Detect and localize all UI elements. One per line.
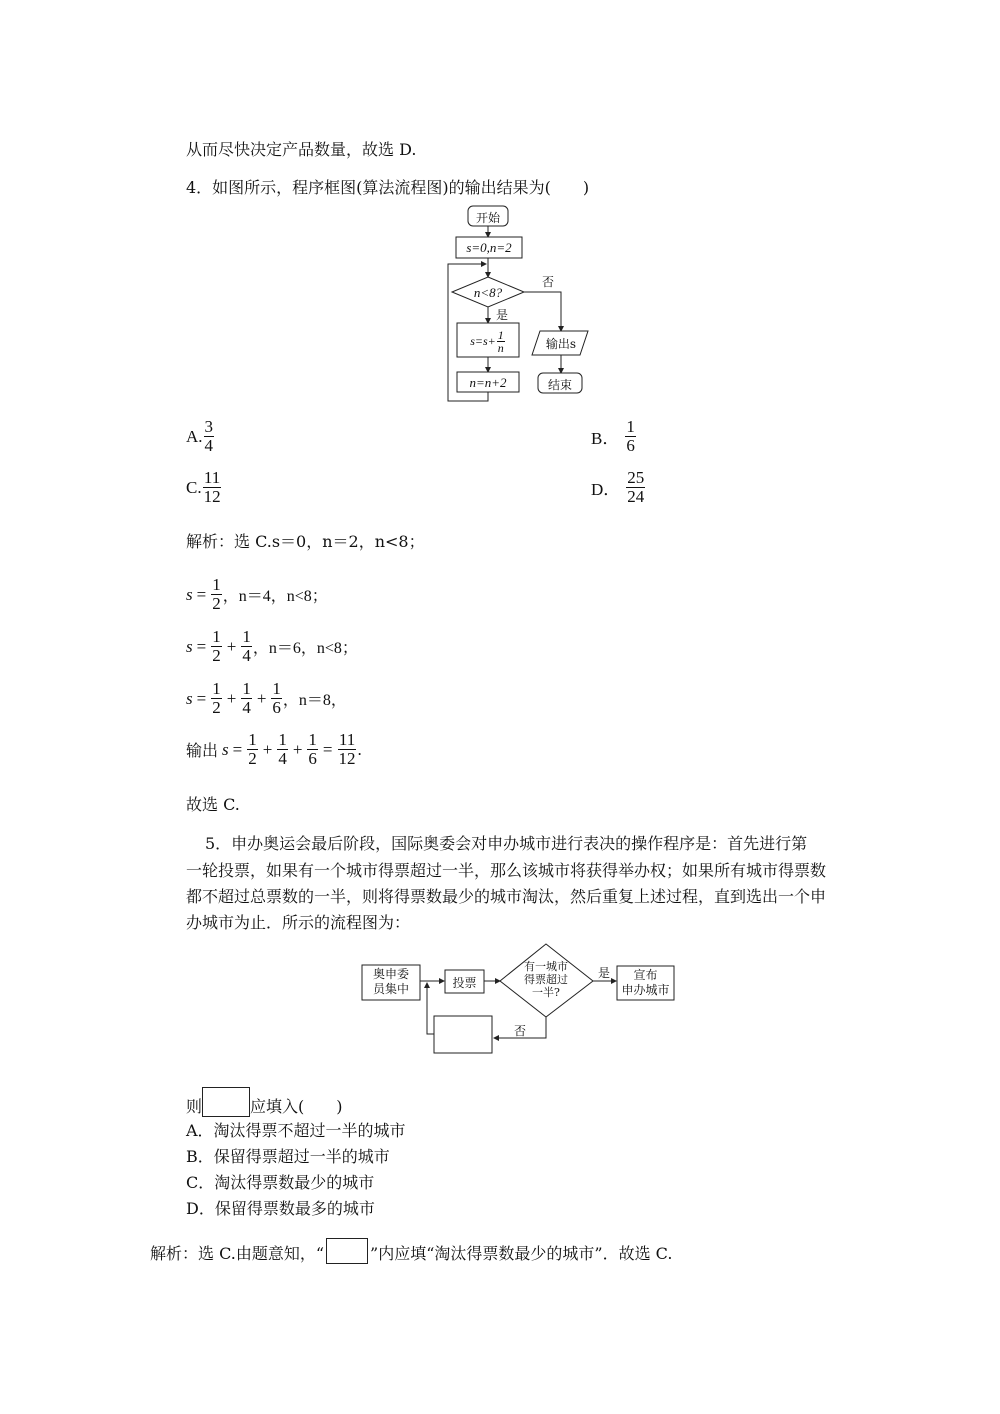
fc4-frac-den: n	[497, 340, 504, 355]
frac-den: 6	[626, 436, 635, 455]
q5-stem-line4: 办城市为止．所示的流程图为：	[186, 913, 411, 932]
q5-solution	[150, 1238, 672, 1264]
fill-prefix: 则	[186, 1097, 203, 1116]
fc5-condition	[506, 960, 586, 999]
fc4-update-s-prefix: s=s+	[470, 333, 496, 348]
fc5-yes-label: 是	[597, 966, 610, 980]
announce-line1: 宣布	[633, 968, 658, 982]
option-d-label: D．	[591, 480, 621, 499]
fc5-no-label: 否	[513, 1024, 526, 1038]
frac-num: 3	[204, 417, 214, 436]
frac-den: 24	[627, 487, 645, 506]
q5-option-b: B．保留得票超过一半的城市	[186, 1147, 390, 1166]
q5-stem-line3: 都不超过总票数的一半，则将得票数最少的城市淘汰，然后重复上述过程，直到选出一个申	[186, 887, 827, 906]
solution-blank-box	[326, 1238, 368, 1264]
fc5-vote: 投票	[452, 976, 477, 990]
option-b-label: B．	[591, 429, 620, 448]
q4-solution-line1: 解析：选 C.s＝0，n＝2，n<8；	[186, 532, 425, 551]
fc4-yes-label: 是	[495, 308, 508, 322]
frac-num: 25	[627, 468, 645, 487]
line2-tail: ，n＝4，n<8；	[222, 588, 328, 605]
q4-solution-line3: s = $\frac{1}{2}$ + $\frac{1}{4}$ ，n＝6，n<8；	[186, 627, 358, 665]
fc4-start: 开始	[475, 211, 500, 225]
q5-option-a: A．淘汰得票不超过一半的城市	[186, 1121, 406, 1140]
fc4-output: 输出s	[545, 337, 577, 351]
fc5-committee	[362, 967, 420, 997]
result-den: 12	[338, 749, 356, 768]
option-a-label: A.	[186, 426, 203, 446]
fc4-no-label: 否	[541, 275, 554, 289]
q5-fill-line	[186, 1087, 343, 1117]
committee-line2: 员集中	[372, 982, 409, 996]
fc4-end: 结束	[547, 378, 572, 392]
fc4-init: s=0,n=2	[466, 240, 512, 255]
blank-process-box	[434, 1016, 492, 1053]
committee-line1: 奥申委	[372, 967, 409, 981]
q5-stem-line1: 5．申办奥运会最后阶段，国际奥委会对申办城市进行表决的操作程序是：首先进行第	[205, 834, 808, 853]
q5-option-d: D．保留得票数最多的城市	[186, 1199, 375, 1218]
solution-prefix: 解析：选 C.由题意知，“	[150, 1244, 325, 1263]
option-c-label: C.	[186, 477, 202, 497]
frac-den: 4	[204, 436, 214, 455]
fc4-update-n: n=n+2	[469, 375, 507, 390]
line3-tail: ，n＝6，n<8；	[252, 640, 358, 657]
cond-line2: 得票超过	[524, 973, 568, 986]
cond-line3: 一半?	[532, 986, 560, 999]
fc4-condition: n<8?	[473, 285, 503, 300]
solution-suffix: ”内应填“淘汰得票数最少的城市”．故选 C.	[370, 1244, 673, 1263]
q5-option-c: C．淘汰得票数最少的城市	[186, 1173, 375, 1192]
output-prefix: 输出	[186, 741, 219, 760]
q5-stem-line2: 一轮投票，如果有一个城市得票超过一半，那么该城市将获得举办权；如果所有城市得票数	[186, 861, 827, 880]
fc4-frac-num: 1	[497, 327, 504, 342]
frac-num: 1	[626, 417, 635, 436]
fill-blank-box	[202, 1087, 250, 1117]
line4-tail: ，n＝8，	[282, 692, 347, 709]
frac-num: 11	[203, 468, 221, 487]
result-num: 11	[338, 730, 356, 749]
q4-solution-line2: s = $\frac{1}{2}$ ，n＝4，n<8；	[186, 575, 328, 613]
fill-suffix: 应填入( )	[250, 1097, 343, 1116]
cond-line1: 有一城市	[524, 960, 568, 973]
q4-solution-output: 输出 s = $\frac{1}{2}$ + $\frac{1}{4}$ + $\frac{1}{6}$ = $\frac{11}{12}$ .	[186, 730, 362, 768]
q4-solution-line4: s = $\frac{1}{2}$ + $\frac{1}{4}$ + $\frac{1}{6}$ ，n＝8，	[186, 679, 347, 717]
announce-line2: 申办城市	[621, 983, 670, 997]
fc5-announce	[617, 968, 674, 998]
intro-line: 从而尽快决定产品数量，故选 D.	[186, 140, 417, 159]
q4-stem: 4．如图所示，程序框图(算法流程图)的输出结果为( )	[186, 178, 590, 197]
frac-den: 12	[203, 487, 221, 506]
q4-conclusion: 故选 C.	[186, 795, 240, 814]
